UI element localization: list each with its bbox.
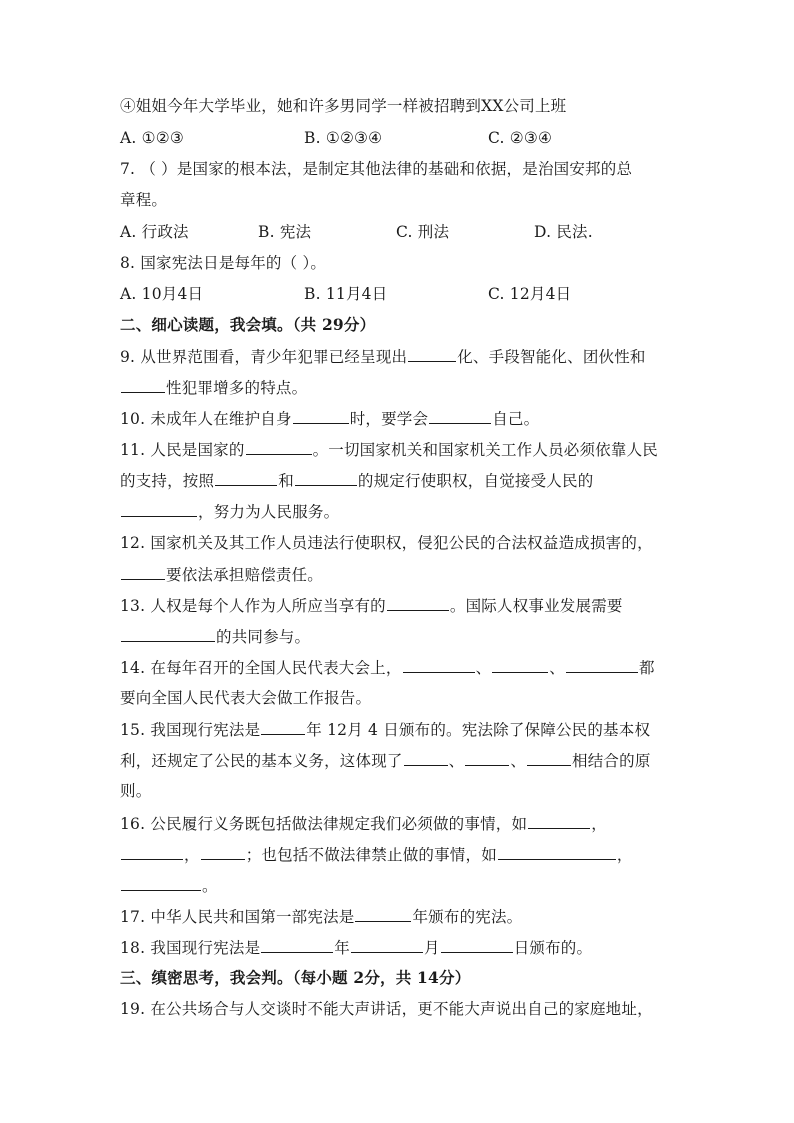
q7-option-b: B. 宪法 xyxy=(258,223,312,241)
q14-sep-1: 、 xyxy=(475,659,492,677)
q7-line-2 xyxy=(120,190,167,210)
q9-text-3: 性犯罪增多的特点。 xyxy=(166,379,308,397)
q15-sep-1: 、 xyxy=(448,752,465,770)
q6-options xyxy=(120,128,680,148)
q18-text-1: 18. 我国现行宪法是 xyxy=(120,939,261,957)
q17-text-2: 年颁布的宪法。 xyxy=(412,908,523,926)
q19-text: 19. 在公共场合与人交谈时不能大声讲话，更不能大声说出自己的家庭地址， xyxy=(120,1000,653,1018)
q16-line-2 xyxy=(120,844,633,865)
q8-options xyxy=(120,284,680,304)
q11-text-1: 11. 人民是国家的 xyxy=(120,441,245,459)
q9-blank-1[interactable] xyxy=(408,346,456,362)
q13-blank-1[interactable] xyxy=(387,595,449,611)
q16-text-5: ， xyxy=(616,846,633,864)
q9-line-1 xyxy=(120,346,646,367)
q11-text-6: ，努力为人民服务。 xyxy=(198,503,340,521)
q15-line-3 xyxy=(120,781,151,801)
q13-text-3: 的共同参与。 xyxy=(216,628,311,646)
q11-text-4: 和 xyxy=(278,472,294,490)
q16-line-3 xyxy=(120,875,218,896)
q16-blank-5[interactable] xyxy=(121,875,201,891)
q16-blank-3[interactable] xyxy=(201,844,245,860)
q11-blank-1[interactable] xyxy=(246,439,312,455)
q16-text-3: ， xyxy=(184,846,200,864)
q13-line-1 xyxy=(120,595,623,616)
q15-text-4: 相结合的原 xyxy=(572,752,651,770)
q14-line-1 xyxy=(120,657,655,678)
q8-stem: 8. 国家宪法日是每年的（ ）。 xyxy=(120,254,327,272)
q13-line-2 xyxy=(120,626,310,647)
q16-text-6: 。 xyxy=(202,877,218,895)
q11-blank-2[interactable] xyxy=(215,470,277,486)
q15-line-2 xyxy=(120,750,651,771)
q11-text-2: 。一切国家机关和国家机关工作人员必须依靠人民 xyxy=(312,441,658,459)
section-2-title: 二、细心读题，我会填。（共 29分） xyxy=(120,315,376,334)
q10-text-2: 时，要学会 xyxy=(349,410,429,428)
q14-blank-1[interactable] xyxy=(403,657,475,673)
q18-line xyxy=(120,937,592,958)
q16-text-1: 16. 公民履行义务既包括做法律规定我们必须做的事情，如 xyxy=(120,815,528,833)
q10-blank-2[interactable] xyxy=(429,408,491,424)
statement-4-text: ④姐姐今年大学毕业，她和许多男同学一样被招聘到XX公司上班 xyxy=(120,97,567,115)
q18-blank-2[interactable] xyxy=(351,937,423,953)
q9-blank-2[interactable] xyxy=(121,377,165,393)
q9-text-1: 9. 从世界范围看，青少年犯罪已经呈现出 xyxy=(120,348,408,366)
q11-line-3 xyxy=(120,501,339,522)
q7-option-a: A. 行政法 xyxy=(120,223,189,241)
q14-blank-2[interactable] xyxy=(492,657,548,673)
q12-line-1 xyxy=(120,533,653,553)
q14-text-3: 要向全国人民代表大会做工作报告。 xyxy=(120,689,372,707)
q18-blank-1[interactable] xyxy=(261,937,333,953)
q10-text-3: 自己。 xyxy=(492,410,540,428)
q16-text-4: ；也包括不做法律禁止做的事情，如 xyxy=(245,846,497,864)
q13-blank-2[interactable] xyxy=(121,626,215,642)
q11-text-3: 的支持，按照 xyxy=(120,472,215,490)
section-3-title: 三、缜密思考，我会判。（每小题 2分，共 14分） xyxy=(120,968,471,987)
q17-line xyxy=(120,906,522,927)
q15-blank-4[interactable] xyxy=(527,750,571,766)
q14-text-1: 14. 在每年召开的全国人民代表大会上， xyxy=(120,659,402,677)
q14-line-2 xyxy=(120,688,371,708)
q8-option-c: C. 12月4日 xyxy=(488,285,572,303)
q7-options xyxy=(120,222,680,242)
q19-line xyxy=(120,999,653,1019)
q17-blank-1[interactable] xyxy=(355,906,411,922)
q11-text-5: 的规定行使职权，自觉接受人民的 xyxy=(357,472,594,490)
q10-line xyxy=(120,408,539,429)
q11-blank-3[interactable] xyxy=(295,470,357,486)
q16-line-1 xyxy=(120,813,607,834)
q16-blank-1[interactable] xyxy=(528,813,590,829)
q17-text-1: 17. 中华人民共和国第一部宪法是 xyxy=(120,908,355,926)
q8-option-a: A. 10月4日 xyxy=(120,285,204,303)
q9-line-2 xyxy=(120,377,307,398)
q15-text-1: 15. 我国现行宪法是 xyxy=(120,721,261,739)
q7-stem: 7. （ ）是国家的根本法，是制定其他法律的基础和依据，是治国安邦的总 xyxy=(120,160,633,178)
q15-text-5: 则。 xyxy=(120,782,152,800)
q15-blank-2[interactable] xyxy=(404,750,448,766)
q7-option-d: D. 民法. xyxy=(534,223,593,241)
q18-blank-3[interactable] xyxy=(441,937,513,953)
q14-sep-2: 、 xyxy=(549,659,565,677)
q14-text-2: 都 xyxy=(639,659,655,677)
q6-option-a: A. ①②③ xyxy=(120,129,184,147)
q7-stem-cont: 章程。 xyxy=(120,191,168,209)
q9-text-2: 化、手段智能化、团伙性和 xyxy=(457,348,646,366)
q15-text-2: 年 12月 4 日颁布的。宪法除了保障公民的基本权 xyxy=(306,721,651,739)
q11-line-1 xyxy=(120,439,658,460)
q16-text-2: ， xyxy=(591,815,607,833)
q16-blank-2[interactable] xyxy=(121,844,183,860)
q12-text-1: 12. 国家机关及其工作人员违法行使职权，侵犯公民的合法权益造成损害的， xyxy=(120,534,653,552)
q13-text-2: 。国际人权事业发展需要 xyxy=(449,597,623,615)
q12-line-2 xyxy=(120,564,323,585)
q15-sep-2: 、 xyxy=(510,752,527,770)
section-3-heading xyxy=(120,968,470,988)
q12-text-2: 要依法承担赔偿责任。 xyxy=(166,566,324,584)
q15-line-1 xyxy=(120,719,650,740)
q12-blank-1[interactable] xyxy=(121,564,165,580)
q11-line-2 xyxy=(120,470,593,491)
q14-blank-3[interactable] xyxy=(566,657,638,673)
q10-blank-1[interactable] xyxy=(293,408,349,424)
q7-line-1 xyxy=(120,159,632,179)
q15-blank-3[interactable] xyxy=(465,750,509,766)
q16-blank-4[interactable] xyxy=(498,844,616,860)
q11-blank-4[interactable] xyxy=(121,501,197,517)
q18-text-4: 日颁布的。 xyxy=(513,939,593,957)
q18-text-3: 月 xyxy=(423,939,440,957)
q6-option-b: B. ①②③④ xyxy=(304,129,383,147)
section-2-heading xyxy=(120,315,375,335)
q6-option-c: C. ②③④ xyxy=(488,129,553,147)
q13-text-1: 13. 人权是每个人作为人所应当享有的 xyxy=(120,597,386,615)
q15-blank-1[interactable] xyxy=(261,719,305,735)
q8-line xyxy=(120,253,326,273)
statement-4 xyxy=(120,96,566,116)
q7-option-c: C. 刑法 xyxy=(396,223,450,241)
q10-text-1: 10. 未成年人在维护自身 xyxy=(120,410,292,428)
q8-option-b: B. 11月4日 xyxy=(304,285,388,303)
q18-text-2: 年 xyxy=(334,939,350,957)
q15-text-3: 利，还规定了公民的基本义务，这体现了 xyxy=(120,752,403,770)
